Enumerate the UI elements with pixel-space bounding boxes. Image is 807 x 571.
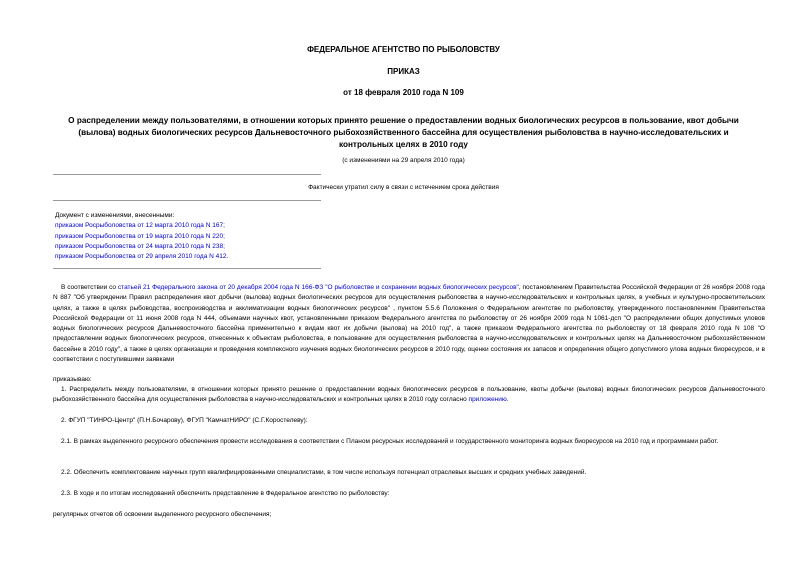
item-2: 2. ФГУП "ТИНРО-Центр" (П.Н.Бочарову), ФГУП "КамчатНИРО" (С.Г.Коростелеву): xyxy=(61,417,308,424)
preamble-text: В соответствии со xyxy=(61,284,118,291)
divider xyxy=(53,174,321,175)
law-link[interactable]: статьей 21 Федерального закона от 20 декабря 2004 года N 166-ФЗ "О рыболовстве и сохранении водных биологических ресурсов" xyxy=(117,284,519,291)
amendments-heading: Документ с изменениями, внесенными: xyxy=(55,212,175,219)
amendment-link[interactable]: приказом Росрыболовства от 19 марта 2010 года N 220; xyxy=(55,232,225,240)
order-title: О распределении между пользователями, в отношении которых принято решение о предоставлении водных биологических ресурсов в пользование, квот добычи (вылова) водных биологических ресурсов Дальневосточного рыбохозяйственного бассейна для осуществления рыболовства в научно-исследовательских и контрольных целях в 2010 году xyxy=(68,116,739,149)
item-2-3-a: регулярных отчетов об освоении выделенного ресурсного обеспечения; xyxy=(53,511,272,518)
amendment-link[interactable]: приказом Росрыболовства от 12 марта 2010 года N 167; xyxy=(55,222,225,230)
divider xyxy=(53,268,321,269)
item-1 xyxy=(53,385,765,406)
amendments-block xyxy=(55,211,228,262)
divider xyxy=(53,200,321,201)
amendment-link[interactable]: приказом Росрыболовства от 24 марта 2010 года N 238; xyxy=(55,242,225,250)
item-1-end: . xyxy=(506,396,509,404)
item-2-2: 2.2. Обеспечить комплектование научных групп квалифицированными специалистами, в том числе используя потенциал отраслевых высших и средних учебных заведений. xyxy=(61,469,587,476)
order-word: приказываю: xyxy=(53,376,92,383)
amendment-link[interactable]: приказом Росрыболовства от 29 апреля 2010 года N 412. xyxy=(55,253,229,261)
item-2-1: 2.1. В рамках выделенного ресурсного обеспечения провести исследования в соответствии с Планом ресурсных исследований и государственного мониторинга водных биоресурсов на 2010 год и программами работ. xyxy=(61,438,719,445)
order-date-number: от 18 февраля 2010 года N 109 xyxy=(343,88,464,97)
item-2-3: 2.3. В ходе и по итогам исследований обеспечить представление в Федеральное агентство по рыболовству: xyxy=(61,490,390,497)
amendment-note: (с изменениями на 29 апреля 2010 года) xyxy=(342,157,465,164)
item-1-text: 1. Распределить между пользователями, в отношении которых принято решение о предоставлении водных биологических ресурсов в пользование, квоты добычи (вылова) водных биологических ресурсов Дальневосточного рыбохозяйственного бассейна для осуществления рыболовства в научно-исследовательских и контрольных целях в 2010 году согласно xyxy=(53,386,765,404)
agency-heading: ФЕДЕРАЛЬНОЕ АГЕНТСТВО ПО РЫБОЛОВСТВУ xyxy=(307,45,500,54)
order-heading: ПРИКАЗ xyxy=(387,67,420,76)
status-note: Фактически утратил силу в связи с истечением срока действия xyxy=(308,184,499,191)
preamble-text: , постановлением Правительства Российской Федерации от 26 ноября 2008 года N 887 "Об утверждении Правил распределения квот добычи (вылова) водных биологических ресурсов для осуществления рыболовства в научно-исследовательских и контрольных целях, в учебных и культурно-просветительских целях, а также в целях рыбоводства, воспроизводства и акклиматизации водных биологических ресурсов" , пунктом 5.5.6 Положения о Федеральном агентстве по рыболовству, утвержденного постановлением Правительства Российской Федерации от 11 июня 2008 года N 444, объемами научных квот, установленными приказом Федерального агентства по рыболовству от 26 ноября 2009 года N 1061-дсп "О распределении общих допустимых уловов водных биологических ресурсов Дальневосточного бассейна применительно к видам квот их добычи (вылова) на 2010 год", а также приказом Федерального агентства по рыболовству от 18 февраля 2010 года N 108 "О предоставлении водных биологических ресурсов, отнесенных к объектам рыболовства, в пользование для осуществления рыболовства в научно-исследовательских и контрольных целях на Дальневосточном рыбохозяйственном бассейне в 2010 году", а также в целях организации и проведения комплексного изучения водных биологических ресурсов в 2010 году, оценки состояния их запасов и определения общего допустимого улова водных биоресурсов, и в соответствии с поступившими заявками xyxy=(53,284,765,364)
appendix-link[interactable]: приложению xyxy=(468,396,507,404)
preamble-paragraph xyxy=(53,283,765,365)
